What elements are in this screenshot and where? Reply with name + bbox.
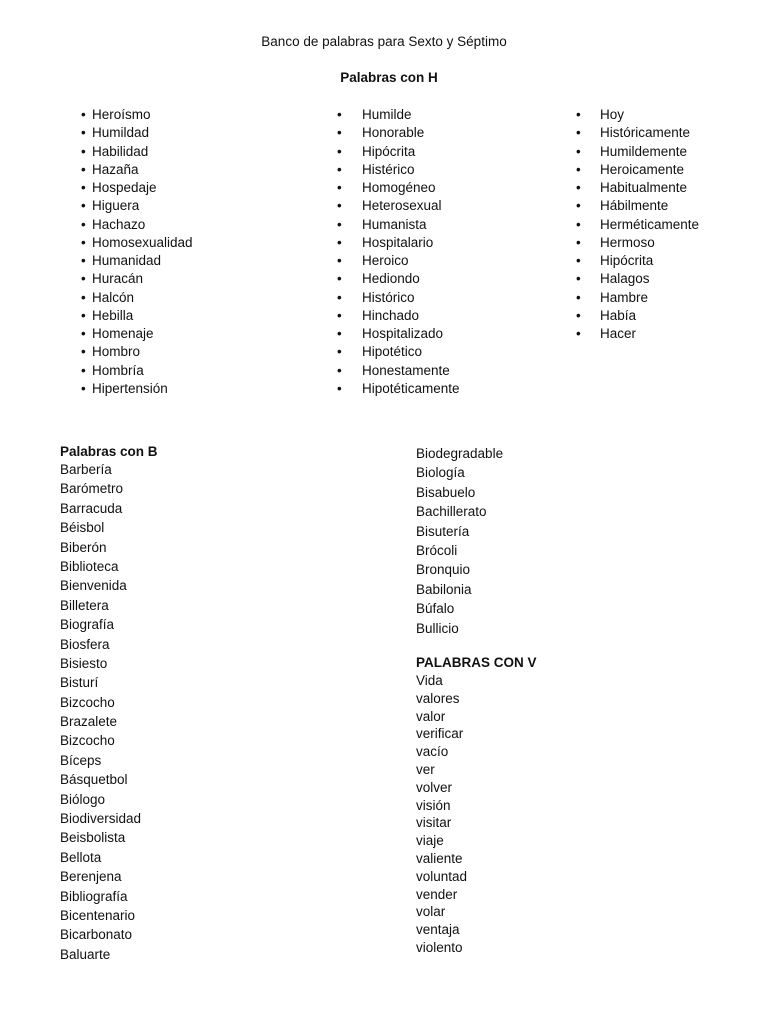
word-item: vender (416, 886, 458, 902)
word-item: Barbería (60, 462, 112, 477)
h-word-item: • Hombro (92, 343, 193, 361)
word-item: Biblioteca (60, 558, 119, 574)
h-word-item: • Hebilla (92, 307, 193, 325)
h-word-item: • Higuera (92, 197, 193, 215)
word-item: Biberón (60, 539, 107, 555)
b-words-right-column (416, 444, 503, 638)
word-item: Berenjena (60, 869, 122, 885)
word-item: Bizcocho (60, 733, 115, 749)
word-item: Bisutería (416, 523, 470, 539)
h-word-item: • Histórico (362, 289, 460, 307)
word-item: Bisturí (60, 675, 99, 691)
document-title: Banco de palabras para Sexto y Séptimo (261, 34, 507, 49)
h-word-item: • Humanista (362, 216, 460, 234)
word-item: Bíceps (60, 752, 102, 768)
word-item: Biodegradable (416, 446, 504, 461)
word-item: valores (416, 690, 460, 706)
h-word-item: • Hospitalario (362, 234, 460, 252)
h-word-item: • Herméticamente (600, 216, 699, 234)
word-item: Barómetro (60, 481, 124, 497)
word-item: Biología (416, 465, 465, 481)
h-word-item: • Hermoso (600, 234, 699, 252)
h-word-item: • Halcón (92, 289, 193, 307)
h-word-item: • Hambre (600, 289, 699, 307)
h-word-item: • Humanidad (92, 252, 193, 270)
b-section-heading: Palabras con B (60, 444, 158, 459)
h-word-item: • Hospitalizado (362, 325, 460, 343)
word-item: Billetera (60, 597, 109, 613)
word-item: Bizcocho (60, 694, 115, 710)
h-word-item: • Había (600, 307, 699, 325)
word-item: viaje (416, 833, 444, 849)
word-item: Barracuda (60, 500, 123, 516)
h-word-item: • Honestamente (362, 362, 460, 380)
word-item: volar (416, 904, 446, 920)
word-item: Béisbol (60, 520, 105, 536)
h-word-item: • Hábilmente (600, 197, 699, 215)
word-item: visitar (416, 815, 452, 831)
word-item: ventaja (416, 922, 460, 938)
word-item: Biodiversidad (60, 811, 142, 827)
h-word-item: • Hachazo (92, 216, 193, 234)
h-words-column-3 (600, 106, 699, 343)
h-word-item: • Hombría (92, 362, 193, 380)
word-item: Búfalo (416, 601, 455, 617)
word-item: Bicarbonato (60, 927, 133, 943)
h-word-item: • Hacer (600, 325, 699, 343)
h-word-item: • Habilidad (92, 143, 193, 161)
word-item: Bullicio (416, 620, 459, 636)
b-words-right-list (416, 444, 503, 638)
word-item: Bibliografía (60, 888, 128, 904)
word-item: Vida (416, 673, 443, 688)
h-word-item: • Hoy (600, 106, 699, 124)
word-item: volver (416, 779, 453, 795)
h-word-item: • Homenaje (92, 325, 193, 343)
word-item: violento (416, 939, 463, 955)
h-word-item: • Históricamente (600, 124, 699, 142)
word-item: Biólogo (60, 791, 106, 807)
word-item: visión (416, 797, 451, 813)
b-words-left-column (60, 443, 158, 964)
h-word-item: • Heroico (362, 252, 460, 270)
h-word-item: • Homosexualidad (92, 234, 193, 252)
h-word-item: • Humilde (362, 106, 460, 124)
h-word-item: • Honorable (362, 124, 460, 142)
word-item: Baluarte (60, 946, 111, 962)
word-item: valor (416, 708, 446, 724)
v-words-section (416, 654, 537, 957)
word-item: Bienvenida (60, 578, 127, 594)
word-item: Básquetbol (60, 772, 128, 788)
h-word-item: • Histérico (362, 161, 460, 179)
h-word-item: • Heroísmo (92, 106, 193, 124)
h-word-item: • Hipotético (362, 343, 460, 361)
h-word-item: • Habitualmente (600, 179, 699, 197)
word-item: Bellota (60, 849, 102, 865)
h-word-item: • Hediondo (362, 270, 460, 288)
v-words-list (416, 672, 537, 957)
h-word-item: • Hinchado (362, 307, 460, 325)
word-item: valiente (416, 850, 463, 866)
word-item: vacío (416, 744, 449, 760)
word-item: Bisiesto (60, 655, 108, 671)
h-word-item: • Humildemente (600, 143, 699, 161)
word-item: verificar (416, 726, 464, 742)
word-item: Brócoli (416, 542, 458, 558)
word-item: Biosfera (60, 636, 110, 652)
word-item: Beisbolista (60, 830, 126, 846)
h-word-item: • Humildad (92, 124, 193, 142)
word-item: Brazalete (60, 714, 118, 730)
h-word-item: • Huracán (92, 270, 193, 288)
h-word-item: • Hazaña (92, 161, 193, 179)
word-item: Bronquio (416, 562, 471, 578)
h-section-heading: Palabras con H (340, 70, 438, 85)
h-word-item: • Heroicamente (600, 161, 699, 179)
h-word-item: • Hipócrita (362, 143, 460, 161)
word-item: Bisabuelo (416, 484, 476, 500)
v-section-heading: PALABRAS CON V (416, 655, 537, 670)
word-item: Biografía (60, 617, 115, 633)
b-words-left-list (60, 460, 158, 964)
h-word-item: • Hipertensión (92, 380, 193, 398)
h-words-column-1 (92, 106, 193, 398)
h-word-item: • Hipotéticamente (362, 380, 460, 398)
h-words-column-2 (362, 106, 460, 398)
h-word-item: • Halagos (600, 270, 699, 288)
word-item: voluntad (416, 868, 468, 884)
h-word-item: • Hospedaje (92, 179, 193, 197)
word-item: Babilonia (416, 581, 472, 597)
h-word-item: • Hipócrita (600, 252, 699, 270)
word-item: Bicentenario (60, 907, 136, 923)
word-item: Bachillerato (416, 504, 487, 520)
word-item: ver (416, 761, 435, 777)
h-word-item: • Homogéneo (362, 179, 460, 197)
h-word-item: • Heterosexual (362, 197, 460, 215)
